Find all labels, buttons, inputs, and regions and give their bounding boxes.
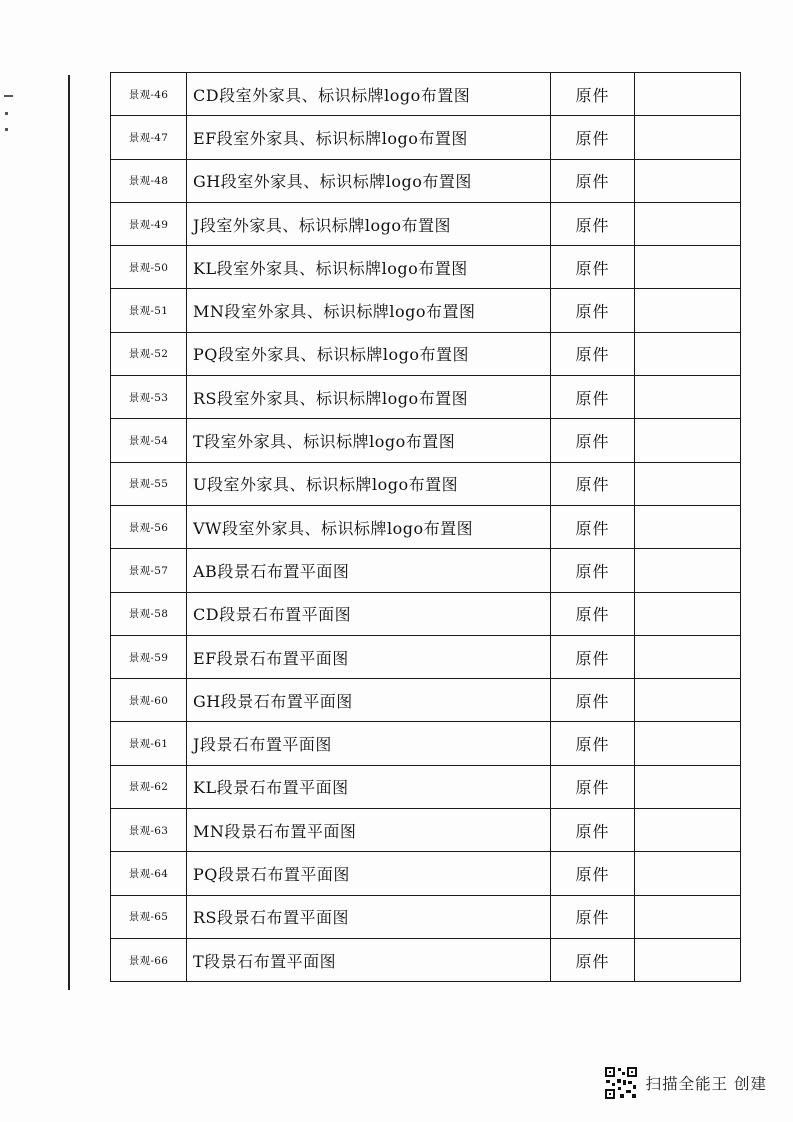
drawing-code-cell: 景观-56 [111,505,187,548]
drawing-code-cell: 景观-46 [111,73,187,116]
document-type-cell: 原件 [551,73,635,116]
table-row [111,765,741,808]
document-type-cell: 原件 [551,462,635,505]
document-type-cell: 原件 [551,289,635,332]
table-row [111,289,741,332]
drawing-code-cell: 景观-52 [111,332,187,375]
document-type-cell: 原件 [551,419,635,462]
document-type-cell: 原件 [551,246,635,289]
remark-cell [635,159,741,202]
watermark-text: 扫描全能王 创建 [645,1075,767,1093]
remark-cell [635,679,741,722]
drawing-title-cell: KL段室外家具、标识标牌logo布置图 [187,246,551,289]
table-row [111,592,741,635]
document-type-cell: 原件 [551,549,635,592]
margin-mark [5,112,8,115]
remark-cell [635,635,741,678]
drawing-code-cell: 景观-59 [111,635,187,678]
drawing-code-cell: 景观-57 [111,549,187,592]
document-type-cell: 原件 [551,592,635,635]
document-type-cell: 原件 [551,332,635,375]
drawing-title-cell: RS段景石布置平面图 [187,895,551,938]
document-type-cell: 原件 [551,722,635,765]
remark-cell [635,592,741,635]
table-row [111,852,741,895]
table-row [111,202,741,245]
remark-cell [635,809,741,852]
drawing-title-cell: T段室外家具、标识标牌logo布置图 [187,419,551,462]
drawing-code-cell: 景观-54 [111,419,187,462]
table-row [111,462,741,505]
table-row [111,549,741,592]
remark-cell [635,938,741,981]
remark-cell [635,376,741,419]
table-row [111,938,741,981]
remark-cell [635,462,741,505]
drawing-code-cell: 景观-63 [111,809,187,852]
table-row [111,809,741,852]
drawing-title-cell: VW段室外家具、标识标牌logo布置图 [187,505,551,548]
remark-cell [635,852,741,895]
document-type-cell: 原件 [551,505,635,548]
remark-cell [635,419,741,462]
table-row [111,722,741,765]
drawing-title-cell: MN段景石布置平面图 [187,809,551,852]
document-type-cell: 原件 [551,116,635,159]
drawing-code-cell: 景观-50 [111,246,187,289]
drawing-title-cell: RS段室外家具、标识标牌logo布置图 [187,376,551,419]
table-body [111,73,741,982]
drawing-code-cell: 景观-65 [111,895,187,938]
drawing-title-cell: J段室外家具、标识标牌logo布置图 [187,202,551,245]
drawing-title-cell: EF段景石布置平面图 [187,635,551,678]
drawing-title-cell: EF段室外家具、标识标牌logo布置图 [187,116,551,159]
margin-mark [4,95,13,97]
drawing-code-cell: 景观-49 [111,202,187,245]
drawing-title-cell: PQ段室外家具、标识标牌logo布置图 [187,332,551,375]
remark-cell [635,116,741,159]
document-type-cell: 原件 [551,765,635,808]
drawing-title-cell: MN段室外家具、标识标牌logo布置图 [187,289,551,332]
drawing-title-cell: KL段景石布置平面图 [187,765,551,808]
binding-line [68,75,70,990]
document-type-cell: 原件 [551,376,635,419]
drawing-code-cell: 景观-47 [111,116,187,159]
document-type-cell: 原件 [551,895,635,938]
drawing-title-cell: PQ段景石布置平面图 [187,852,551,895]
remark-cell [635,505,741,548]
table-row [111,505,741,548]
scanner-watermark [604,1066,767,1100]
document-type-cell: 原件 [551,852,635,895]
table-row [111,679,741,722]
table-row [111,895,741,938]
drawing-title-cell: CD段景石布置平面图 [187,592,551,635]
table-row [111,419,741,462]
table-row [111,376,741,419]
remark-cell [635,73,741,116]
drawing-code-cell: 景观-66 [111,938,187,981]
drawing-title-cell: T段景石布置平面图 [187,938,551,981]
drawing-code-cell: 景观-53 [111,376,187,419]
drawing-title-cell: AB段景石布置平面图 [187,549,551,592]
drawing-title-cell: GH段室外家具、标识标牌logo布置图 [187,159,551,202]
document-type-cell: 原件 [551,679,635,722]
remark-cell [635,202,741,245]
drawing-title-cell: CD段室外家具、标识标牌logo布置图 [187,73,551,116]
drawing-code-cell: 景观-61 [111,722,187,765]
remark-cell [635,895,741,938]
document-type-cell: 原件 [551,202,635,245]
drawing-title-cell: J段景石布置平面图 [187,722,551,765]
margin-mark [5,128,8,131]
table-row [111,635,741,678]
drawing-code-cell: 景观-60 [111,679,187,722]
document-type-cell: 原件 [551,635,635,678]
drawing-list-table [110,72,741,982]
remark-cell [635,289,741,332]
table-row [111,159,741,202]
drawing-code-cell: 景观-58 [111,592,187,635]
document-type-cell: 原件 [551,159,635,202]
drawing-code-cell: 景观-64 [111,852,187,895]
remark-cell [635,765,741,808]
remark-cell [635,549,741,592]
table-row [111,246,741,289]
drawing-title-cell: U段室外家具、标识标牌logo布置图 [187,462,551,505]
document-type-cell: 原件 [551,938,635,981]
drawing-code-cell: 景观-62 [111,765,187,808]
remark-cell [635,246,741,289]
table-row [111,116,741,159]
drawing-code-cell: 景观-55 [111,462,187,505]
table-row [111,73,741,116]
drawing-title-cell: GH段景石布置平面图 [187,679,551,722]
remark-cell [635,332,741,375]
table-row [111,332,741,375]
drawing-code-cell: 景观-48 [111,159,187,202]
drawing-code-cell: 景观-51 [111,289,187,332]
qr-code-icon [604,1066,638,1100]
remark-cell [635,722,741,765]
document-type-cell: 原件 [551,809,635,852]
